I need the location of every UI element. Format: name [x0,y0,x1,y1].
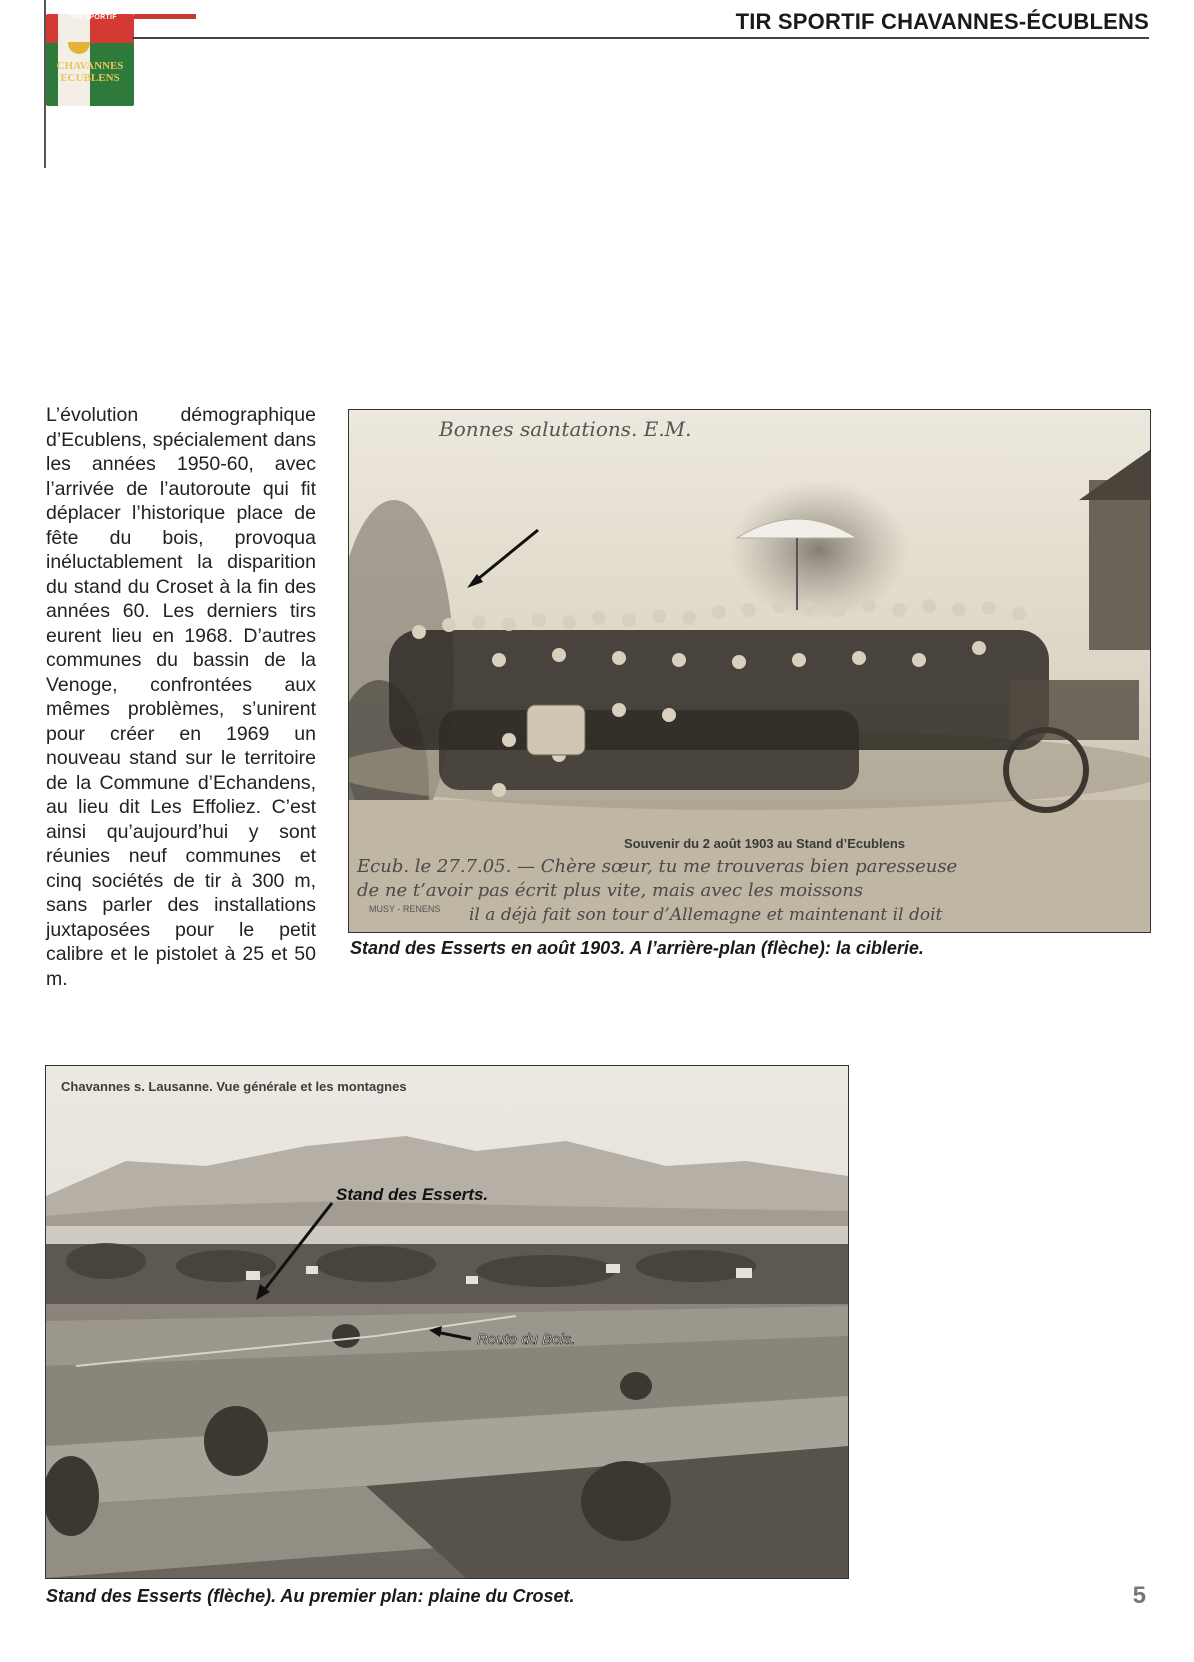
body-paragraph: L’évolution démographique d’Ecublens, spécialement dans les années 1950-60, avec l’arrivée de l’autoroute qui fit déplacer l’historique place de fête du bois, provoqua inéluctablement la disparition du stand du Croset à la fin des années 60. Les derniers tirs eurent lieu en 1968. D’autres communes du bassin de la Venoge, confrontées aux mêmes problèmes, s’unirent pour créer en 1969 un nouveau stand sur le territoire de la Commune d’Echandens, au lieu dit Les Effoliez. C’est ainsi qu’aujourd’hui y sont réunies neuf communes et cinq sociétés de tir à 300 m, sans parler des installations juxtaposées pour le petit calibre et le pistolet à 25 et 50 m. [46,404,316,990]
photo-caption-2: Stand des Esserts (flèche). Au premier plan: plaine du Croset. [46,1586,575,1606]
postcard-handwriting-line3: il a déjà fait son tour d’Allemagne et maintenant il doit [469,905,943,925]
page-number: 5 [1132,1582,1146,1609]
photo-caption-1: Stand des Esserts en août 1903. A l’arrière-plan (flèche): la ciblerie. [350,938,924,958]
postcard-handwriting-top: Bonnes salutations. E.M. [439,417,692,441]
flag-top-text: TIR SPORTIF [70,14,117,21]
page-header-title: TIR SPORTIF CHAVANNES-ÉCUBLENS [735,9,1149,34]
flag-town-2: ECUBLENS [60,72,120,84]
landscape-printed-title: Chavannes s. Lausanne. Vue générale et les montagnes [61,1079,407,1094]
postcard-handwriting-line1: Ecub. le 27.7.05. — Chère sœur, tu me trouveras bien paresseuse [357,856,958,877]
postcard-photo-1903 [348,409,1151,933]
postcard-printed-caption: Souvenir du 2 août 1903 au Stand d’Ecublens [624,836,906,851]
label-route-du-bois: Route du Bois. [477,1331,576,1348]
header-rule [132,37,1149,39]
postcard-publisher: MUSY - RENENS [369,904,441,914]
label-stand-des-esserts: Stand des Esserts. [336,1185,489,1204]
club-flag [46,14,134,106]
postcard-landscape [45,1065,849,1579]
club-logo [44,0,154,172]
flag-ribbon [134,14,196,19]
postcard-handwriting-line2: de ne t’avoir pas écrit plus vite, mais avec les moissons [357,880,864,901]
flag-town-1: CHAVANNES [56,60,124,72]
